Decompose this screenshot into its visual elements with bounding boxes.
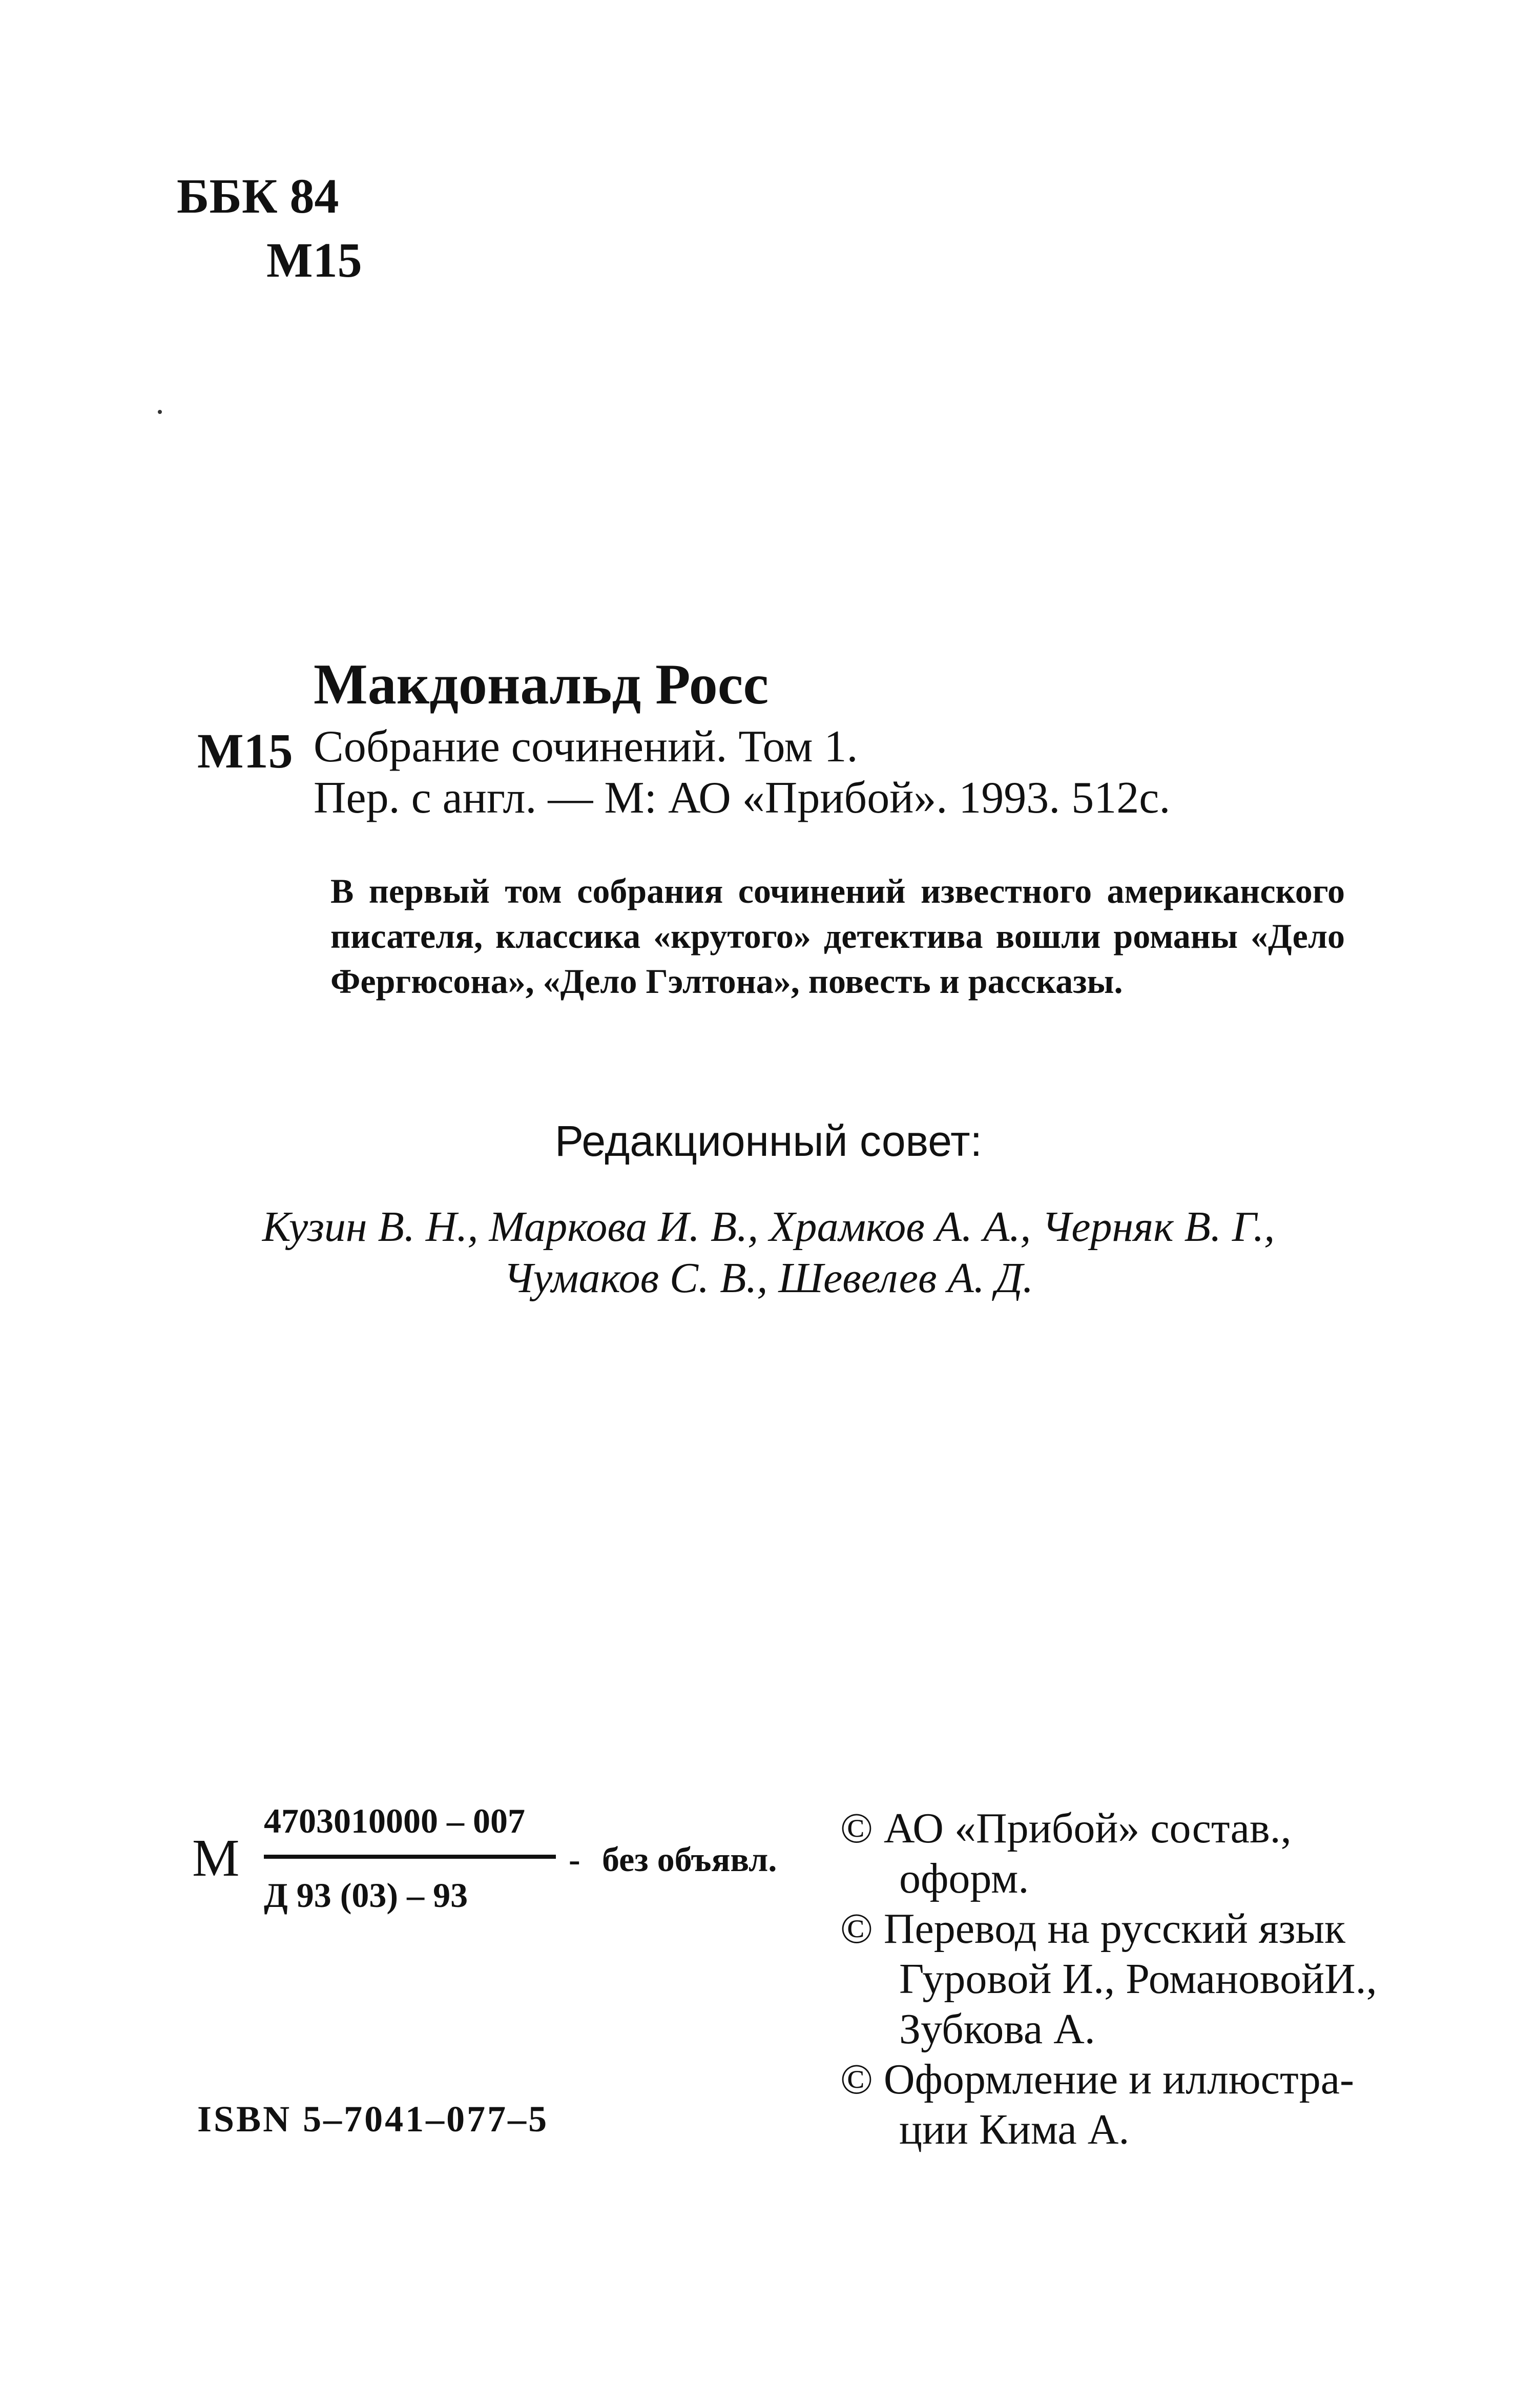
copyright-line: © АО «Прибой» состав., [840,1804,1292,1852]
copyright-block [840,2054,1377,2155]
publication-info: Пер. с англ. — М: АО «Прибой». 1993. 512с. [314,773,1171,823]
copyright-line: Гуровой И., РомановойИ., [899,1955,1377,2003]
annotation-line: писателя, классика «крутого» детектива вошли романы «Дело [330,917,1345,956]
index-denominator: Д 93 (03) – 93 [264,1876,468,1915]
editorial-council-heading: Редакционный совет: [555,1117,982,1165]
book-title: Собрание сочинений. Том 1. [314,722,858,772]
annotation-line: В первый том собрания сочинений известного американского [330,871,1345,910]
copyright-line: оформ. [899,1855,1029,1902]
editorial-council-members [0,1201,1537,1304]
isbn: ISBN 5–7041–077–5 [197,2099,549,2140]
fraction-bar [264,1855,556,1859]
copyright-block [840,1803,1377,1904]
annotation [330,868,1345,1004]
copyright-line: © Перевод на русский язык [840,1905,1345,1953]
index-note: без объявл. [602,1840,777,1879]
author-mark: M15 [266,233,362,287]
copyright-line: Зубкова А. [899,2005,1095,2053]
index-numerator: 4703010000 – 007 [264,1801,525,1840]
copyright-line: © Оформление и иллюстра- [840,2056,1354,2103]
author-name: Макдональд Росс [314,653,769,716]
copyright-block [840,1904,1377,2054]
print-speck [158,410,162,414]
catalog-code: M15 [197,723,293,778]
bbk-code: ББК 84 [177,169,339,223]
annotation-line: Фергюсона», «Дело Гэлтона», повесть и рассказы. [330,962,1123,1001]
copyright-line: ции Кима А. [899,2106,1130,2153]
index-letter: M [192,1829,240,1887]
copyright-notices [840,1803,1377,2155]
council-members-line: Кузин В. Н., Маркова И. В., Храмков А. А., Черняк В. Г., [262,1203,1275,1251]
council-members-line: Чумаков С. В., Шевелев А. Д. [503,1254,1034,1302]
index-dash: - [569,1840,580,1879]
